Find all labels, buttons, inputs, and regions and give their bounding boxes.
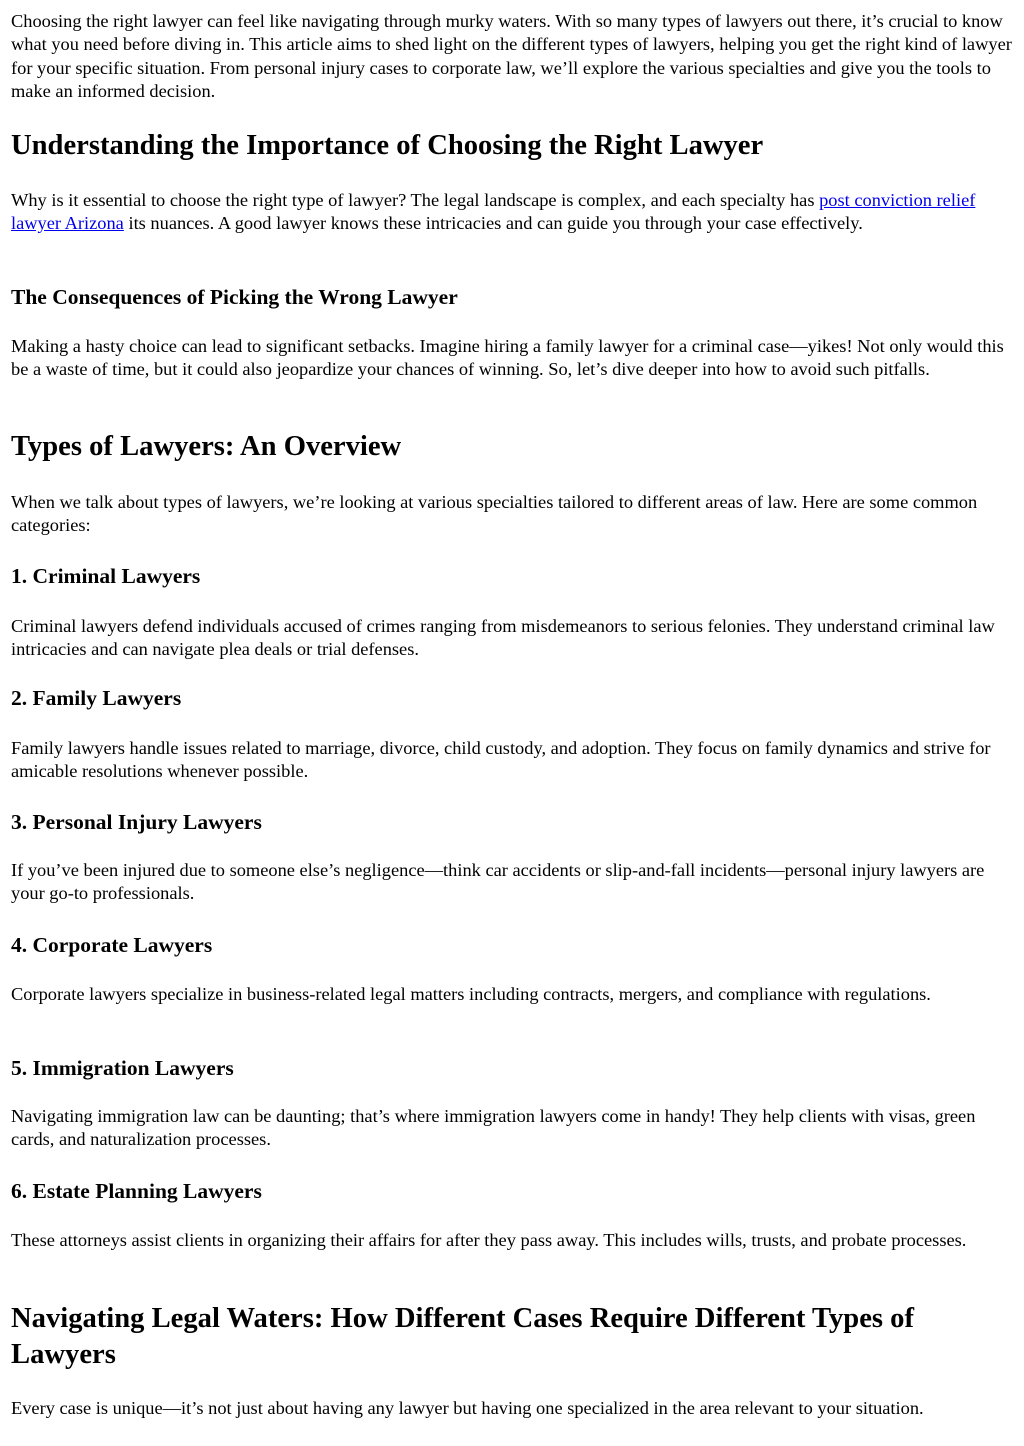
heading-navigating-legal-waters: Navigating Legal Waters: How Different Cases Require Different Types of Lawyers bbox=[11, 1303, 914, 1370]
type-heading-immigration: 5. Immigration Lawyers bbox=[11, 1056, 234, 1080]
type-heading-criminal: 1. Criminal Lawyers bbox=[11, 564, 201, 588]
importance-paragraph bbox=[11, 189, 1015, 236]
type-heading-corporate: 4. Corporate Lawyers bbox=[11, 933, 213, 957]
post-conviction-relief-link[interactable]: post conviction relief lawyer Arizona bbox=[11, 190, 976, 234]
type-heading-estate-planning: 6. Estate Planning Lawyers bbox=[11, 1179, 262, 1203]
intro-paragraph: Choosing the right lawyer can feel like navigating through murky waters. With so many types of lawyers out there, it’s crucial to know what you need before diving in. This article aims to shed light on the different types of lawyers, helping you get the right kind of lawyer for your specific situation. From personal injury cases to corporate law, we’ll explore the various specialties and give you the tools to make an informed decision. bbox=[11, 11, 1012, 101]
type-text-estate-planning: These attorneys assist clients in organizing their affairs for after they pass away. This includes wills, trusts, and probate processes. bbox=[11, 1230, 967, 1250]
type-text-family: Family lawyers handle issues related to marriage, divorce, child custody, and adoption. They focus on family dynamics and strive for amicable resolutions whenever possible. bbox=[11, 738, 991, 782]
type-text-criminal: Criminal lawyers defend individuals accused of crimes ranging from misdemeanors to serious felonies. They understand criminal law intricacies and can navigate plea deals or trial defenses. bbox=[11, 616, 995, 660]
navigating-paragraph: Every case is unique—it’s not just about having any lawyer but having one specialized in the area relevant to your situation. bbox=[11, 1398, 924, 1418]
type-text-personal-injury: If you’ve been injured due to someone else’s negligence—think car accidents or slip-and-fall incidents—personal injury lawyers are your go-to professionals. bbox=[11, 860, 985, 904]
heading-importance: Understanding the Importance of Choosing the Right Lawyer bbox=[11, 130, 764, 161]
type-text-corporate: Corporate lawyers specialize in business-related legal matters including contracts, mergers, and compliance with regulations. bbox=[11, 984, 931, 1004]
importance-text-after: its nuances. A good lawyer knows these intricacies and can guide you through your case effectively. bbox=[123, 213, 863, 234]
importance-text-before: Why is it essential to choose the right type of lawyer? The legal landscape is complex, and each specialty has bbox=[11, 190, 820, 210]
type-heading-personal-injury: 3. Personal Injury Lawyers bbox=[11, 810, 262, 834]
type-text-immigration: Navigating immigration law can be daunting; that’s where immigration lawyers come in handy! They help clients with visas, green cards, and naturalization processes. bbox=[11, 1106, 976, 1150]
type-heading-family: 2. Family Lawyers bbox=[11, 686, 182, 710]
heading-types-overview: Types of Lawyers: An Overview bbox=[11, 431, 402, 462]
types-intro-paragraph: When we talk about types of lawyers, we’re looking at various specialties tailored to different areas of law. Here are some common categories: bbox=[11, 492, 978, 536]
subheading-wrong-lawyer: The Consequences of Picking the Wrong Lawyer bbox=[11, 285, 458, 309]
wrong-lawyer-paragraph: Making a hasty choice can lead to significant setbacks. Imagine hiring a family lawyer for a criminal case—yikes! Not only would this be a waste of time, but it could also jeopardize your chances of winning. So, let’s dive deeper into how to avoid such pitfalls. bbox=[11, 336, 1004, 380]
